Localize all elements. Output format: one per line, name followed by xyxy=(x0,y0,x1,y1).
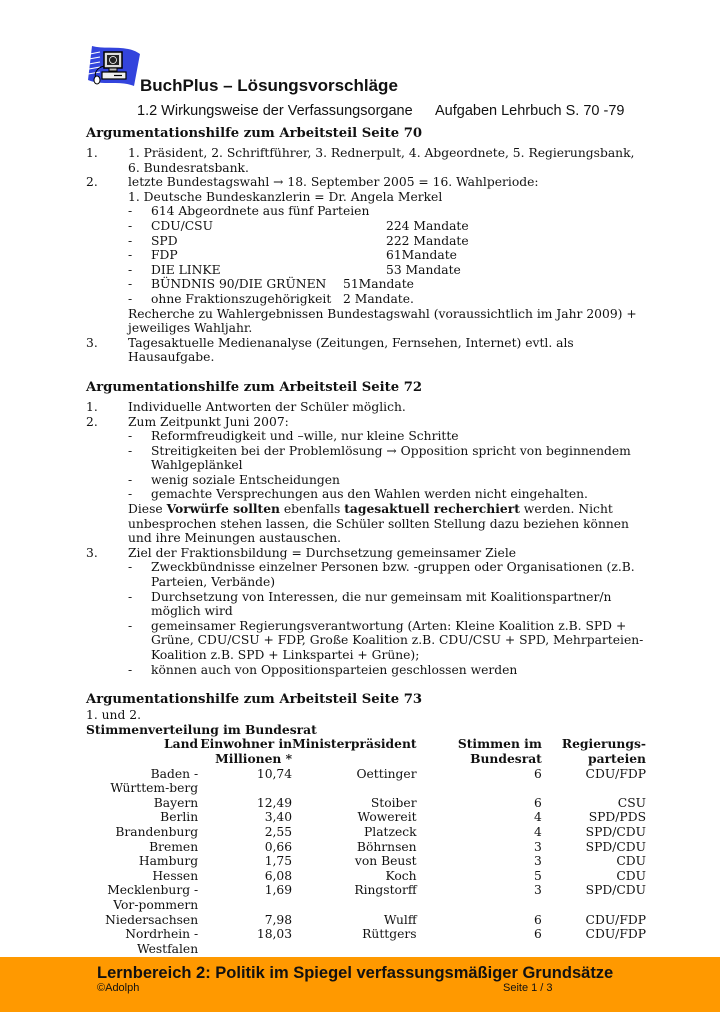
dash: - xyxy=(128,262,133,277)
section-seite-73 xyxy=(86,691,646,956)
bullet-item xyxy=(128,234,646,249)
cell-stimmen: 6 xyxy=(534,795,542,810)
bullet-text: Zweckbündnisse einzelner Personen bzw. -gruppen oder Organisationen (z.B. Parteien, Verbände) xyxy=(151,560,635,590)
cell-einwohner: 18,03 xyxy=(256,927,293,942)
list-item xyxy=(86,175,646,336)
cell-stimmen: 6 xyxy=(534,927,542,942)
cell-stimmen: 3 xyxy=(534,854,542,869)
cell-parteien: CDU xyxy=(616,854,646,869)
cell-mp: Wulff xyxy=(383,912,417,927)
cell-mp: Ringstorff xyxy=(354,883,417,898)
cell-mp: von Beust xyxy=(354,854,417,869)
cell-land: Hamburg xyxy=(138,854,199,869)
item-text: Tagesaktuelle Medienanalyse (Zeitungen, Fernsehen, Internet) evtl. als Hausaufgabe. xyxy=(128,335,574,365)
bullet-text: können auch von Oppositionsparteien geschlossen werden xyxy=(151,662,518,677)
cell-land: Baden - Württem-berg xyxy=(110,766,199,796)
list-item xyxy=(86,546,646,677)
bullet-item xyxy=(128,473,646,488)
cell-parteien: CDU/FDP xyxy=(585,927,646,942)
table-row xyxy=(86,913,646,928)
seat-count: 61Mandate xyxy=(386,248,457,263)
cell-parteien: CDU xyxy=(616,868,646,883)
party-name: DIE LINKE xyxy=(151,262,221,277)
table-row xyxy=(86,825,646,840)
dash: - xyxy=(128,472,133,487)
table-row xyxy=(86,869,646,884)
section-heading: Argumentationshilfe zum Arbeitsteil Seite 72 xyxy=(86,379,423,395)
section-heading: Argumentationshilfe zum Arbeitsteil Seite 73 xyxy=(86,692,423,708)
bullet-text: wenig soziale Entscheidungen xyxy=(151,472,340,487)
note-text: werden. Nicht unbesprochen stehen lassen, die Schüler sollten Stellung dazu beziehen können und ihre Meinungen austauschen. xyxy=(128,502,629,546)
party-name: SPD xyxy=(151,233,178,248)
section-seite-72 xyxy=(86,379,646,677)
column-header: Stimmen im Bundesrat xyxy=(457,736,542,766)
seat-count: 2 Mandate. xyxy=(343,291,414,306)
party-name: ohne Fraktionszugehörigkeit xyxy=(151,291,332,306)
list-item xyxy=(86,415,646,546)
cell-land: Hessen xyxy=(152,868,199,883)
item-text: letzte Bundestagswahl → 18. September 2005 = 16. Wahlperiode: xyxy=(128,175,539,190)
cell-mp: Koch xyxy=(385,868,417,883)
bullet-text: Streitigkeiten bei der Problemlösung → Opposition spricht von beginnendem Wahlgeplänkel xyxy=(151,443,631,473)
note-text: ebenfalls xyxy=(279,502,345,517)
cell-parteien: CSU xyxy=(617,795,646,810)
note-text: Diese xyxy=(128,502,167,517)
bullet-item xyxy=(128,204,646,219)
dash: - xyxy=(128,204,133,219)
document-title: BuchPlus – Lösungsvorschläge xyxy=(140,76,398,95)
cell-einwohner: 3,40 xyxy=(264,810,293,825)
bullet-text: Durchsetzung von Interessen, die nur gemeinsam mit Koalitionspartner/n möglich wird xyxy=(151,589,612,619)
table-row xyxy=(86,883,646,912)
item-text: 1. Präsident, 2. Schriftführer, 3. Rednerpult, 4. Abgeordnete, 5. Regierungsbank, 6. Bundesratsbank. xyxy=(128,146,635,175)
note-emphasis: Vorwürfe sollten xyxy=(166,501,280,517)
bullet-item xyxy=(128,429,646,444)
dash: - xyxy=(128,218,133,233)
cell-einwohner: 2,55 xyxy=(264,824,293,839)
cell-mp: Platzeck xyxy=(364,824,417,839)
cell-parteien: CDU/FDP xyxy=(585,912,646,927)
table-row xyxy=(86,840,646,855)
bullet-item xyxy=(128,248,646,263)
bullet-item xyxy=(128,444,646,473)
bullet-text: Reformfreudigkeit und –wille, nur kleine Schritte xyxy=(151,429,459,444)
dash: - xyxy=(128,618,133,633)
cell-parteien: SPD/CDU xyxy=(585,883,646,898)
item-text: 1. Deutsche Bundeskanzlerin = Dr. Angela Merkel xyxy=(128,189,443,204)
document-body xyxy=(86,125,646,956)
cell-mp: Wowereit xyxy=(357,810,417,825)
item-text: Ziel der Fraktionsbildung = Durchsetzung gemeinsamer Ziele xyxy=(128,545,517,560)
cell-parteien: SPD/CDU xyxy=(585,824,646,839)
list-item xyxy=(86,400,646,415)
dash: - xyxy=(128,277,133,292)
bullet-item xyxy=(128,263,646,278)
table-row xyxy=(86,810,646,825)
cell-stimmen: 6 xyxy=(534,912,542,927)
cell-mp: Rüttgers xyxy=(362,927,417,942)
bullet-text: gemeinsamer Regierungsverantwortung (Arten: Kleine Koalition z.B. SPD + Grüne, CDU/CSU + FDP, Große Koalition z.B. CDU/CSU + SPD, Mehrparteien-Koalition z.B. SPD + Linkspartei + Grüne); xyxy=(151,618,644,662)
page-number: Seite 1 / 3 xyxy=(503,982,553,994)
chapter-subtitle: 1.2 Wirkungsweise der Verfassungsorgane xyxy=(137,103,413,119)
cell-einwohner: 6,08 xyxy=(264,868,293,883)
cell-einwohner: 1,69 xyxy=(264,883,293,898)
textbook-pages: Aufgaben Lehrbuch S. 70 -79 xyxy=(435,103,625,119)
bullet-item xyxy=(128,560,646,589)
item-number: 1. xyxy=(86,399,98,414)
table-row xyxy=(86,854,646,869)
dash: - xyxy=(128,560,133,575)
item-text: Zum Zeitpunkt Juni 2007: xyxy=(128,414,289,429)
column-header: Regierungs-parteien xyxy=(561,736,646,766)
bullet-item xyxy=(128,487,646,502)
table-row xyxy=(86,767,646,796)
cell-stimmen: 6 xyxy=(534,766,542,781)
cell-mp: Stoiber xyxy=(370,795,417,810)
list-item xyxy=(86,336,646,365)
cell-stimmen: 4 xyxy=(534,810,542,825)
footer-title: Lernbereich 2: Politik im Spiegel verfassungsmäßiger Grundsätze xyxy=(97,964,614,982)
item-number: 2. xyxy=(86,414,98,429)
section-heading: Argumentationshilfe zum Arbeitsteil Seite 70 xyxy=(86,126,423,141)
item-number: 1. und 2. xyxy=(86,708,141,723)
cell-einwohner: 7,98 xyxy=(264,912,293,927)
bullet-item xyxy=(128,590,646,619)
cell-mp: Böhrnsen xyxy=(356,839,417,854)
dash: - xyxy=(128,233,133,248)
table-header-row xyxy=(86,737,646,766)
bundesrat-table xyxy=(86,737,646,956)
cell-land: Mecklenburg - Vor-pommern xyxy=(107,883,199,912)
dash: - xyxy=(128,248,133,263)
item-number: 3. xyxy=(86,545,98,560)
cell-land: Nordrhein - Westfalen xyxy=(125,927,199,956)
cell-einwohner: 12,49 xyxy=(256,795,293,810)
dash: - xyxy=(128,662,133,677)
item-number: 3. xyxy=(86,335,98,350)
dash: - xyxy=(128,443,133,458)
dash: - xyxy=(128,487,133,502)
column-header: Ministerpräsident xyxy=(292,736,417,752)
cell-parteien: CDU/FDP xyxy=(585,766,646,781)
cell-parteien: SPD/PDS xyxy=(588,810,646,825)
column-header: Land xyxy=(163,736,199,752)
note-paragraph xyxy=(128,502,646,546)
seat-count: 53 Mandate xyxy=(386,262,461,277)
party-name: FDP xyxy=(151,248,178,263)
seat-count: 224 Mandate xyxy=(386,218,469,233)
cell-land: Berlin xyxy=(160,810,199,825)
cell-einwohner: 10,74 xyxy=(256,766,293,781)
cell-stimmen: 3 xyxy=(534,883,542,898)
seat-count: 51Mandate xyxy=(343,277,414,292)
cell-mp: Oettinger xyxy=(356,766,417,781)
seat-count: 222 Mandate xyxy=(386,233,469,248)
item-number: 2. xyxy=(86,175,98,190)
dash: - xyxy=(128,291,133,306)
cell-land: Niedersachsen xyxy=(105,912,199,927)
party-name: BÜNDNIS 90/DIE GRÜNEN xyxy=(151,277,327,292)
dash: - xyxy=(128,429,133,444)
bullet-item xyxy=(128,619,646,663)
bullet-item xyxy=(128,277,646,292)
bullet-text: 614 Abgeordnete aus fünf Parteien xyxy=(151,204,370,219)
item-text: Individuelle Antworten der Schüler möglich. xyxy=(128,399,406,414)
note-emphasis: tagesaktuell recherchiert xyxy=(344,501,520,517)
dash: - xyxy=(128,589,133,604)
table-title: Stimmenverteilung im Bundesrat xyxy=(86,721,317,737)
cell-stimmen: 5 xyxy=(534,868,542,883)
item-number: 1. xyxy=(86,146,98,160)
item-text: Recherche zu Wahlergebnissen Bundestagswahl (voraussichtlich im Jahr 2009) + jeweiliges Wahljahr. xyxy=(128,306,637,336)
table-row xyxy=(86,796,646,811)
cell-land: Bremen xyxy=(149,839,199,854)
computer-logo-icon xyxy=(86,40,142,92)
cell-land: Bayern xyxy=(153,795,199,810)
copyright: ©Adolph xyxy=(97,982,140,994)
cell-land: Brandenburg xyxy=(115,824,199,839)
cell-parteien: SPD/CDU xyxy=(585,839,646,854)
list-item xyxy=(86,146,646,175)
bullet-item xyxy=(128,292,646,307)
party-name: CDU/CSU xyxy=(151,218,213,233)
cell-stimmen: 4 xyxy=(534,824,542,839)
cell-einwohner: 0,66 xyxy=(264,839,293,854)
bullet-item xyxy=(128,663,646,678)
cell-stimmen: 3 xyxy=(534,839,542,854)
cell-einwohner: 1,75 xyxy=(264,854,293,869)
column-header: Einwohner in Millionen * xyxy=(200,736,293,766)
bullet-item xyxy=(128,219,646,234)
section-seite-70 xyxy=(86,125,646,365)
table-row xyxy=(86,927,646,956)
bullet-text: gemachte Versprechungen aus den Wahlen werden nicht eingehalten. xyxy=(151,487,588,502)
